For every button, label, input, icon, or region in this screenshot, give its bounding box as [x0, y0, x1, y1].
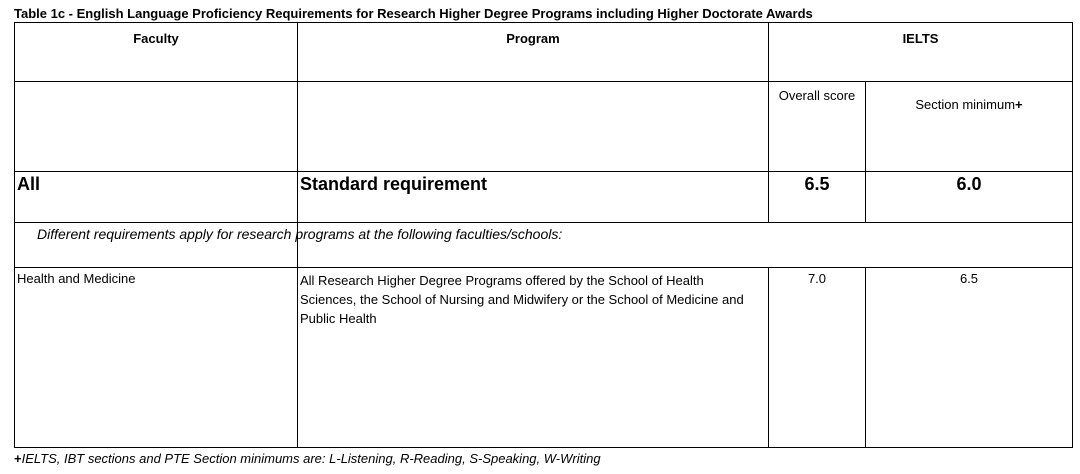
standard-section-min: 6.0 [956, 174, 982, 194]
header-overall-score: Overall score [778, 88, 856, 103]
standard-faculty: All [17, 174, 41, 194]
header-ielts: IELTS [902, 31, 939, 46]
header-faculty: Faculty [133, 31, 179, 46]
row-divider [15, 81, 1072, 82]
section-minimum-mark: + [1015, 97, 1023, 112]
row-overall: 7.0 [807, 271, 827, 286]
header-section-minimum [866, 97, 1072, 112]
row-faculty: Health and Medicine [17, 271, 136, 286]
row-divider [15, 222, 1072, 223]
row-divider [15, 267, 1072, 268]
row-divider [15, 171, 1072, 172]
requirements-table [14, 22, 1073, 448]
row-program: All Research Higher Degree Programs offered by the School of Health Sciences, the School of Nursing and Midwifery or the School of Medicine and Public Health [300, 273, 744, 326]
standard-overall: 6.5 [804, 174, 830, 194]
column-divider [768, 267, 769, 447]
table-title: Table 1c - English Language Proficiency Requirements for Research Higher Degree Programs including Higher Doctorate Awards [14, 6, 813, 21]
footnote-text: IELTS, IBT sections and PTE Section minimums are: L-Listening, R-Reading, S-Speaking, W-Writing [21, 451, 601, 466]
section-minimum-label: Section minimum [915, 97, 1016, 112]
note-row: Different requirements apply for research programs at the following faculties/schools: [37, 226, 563, 242]
column-divider [865, 267, 866, 447]
row-section-min: 6.5 [959, 271, 979, 286]
standard-program: Standard requirement [300, 174, 488, 194]
footnote-mark: + [14, 451, 22, 466]
footnote [14, 451, 601, 466]
header-program: Program [506, 31, 560, 46]
